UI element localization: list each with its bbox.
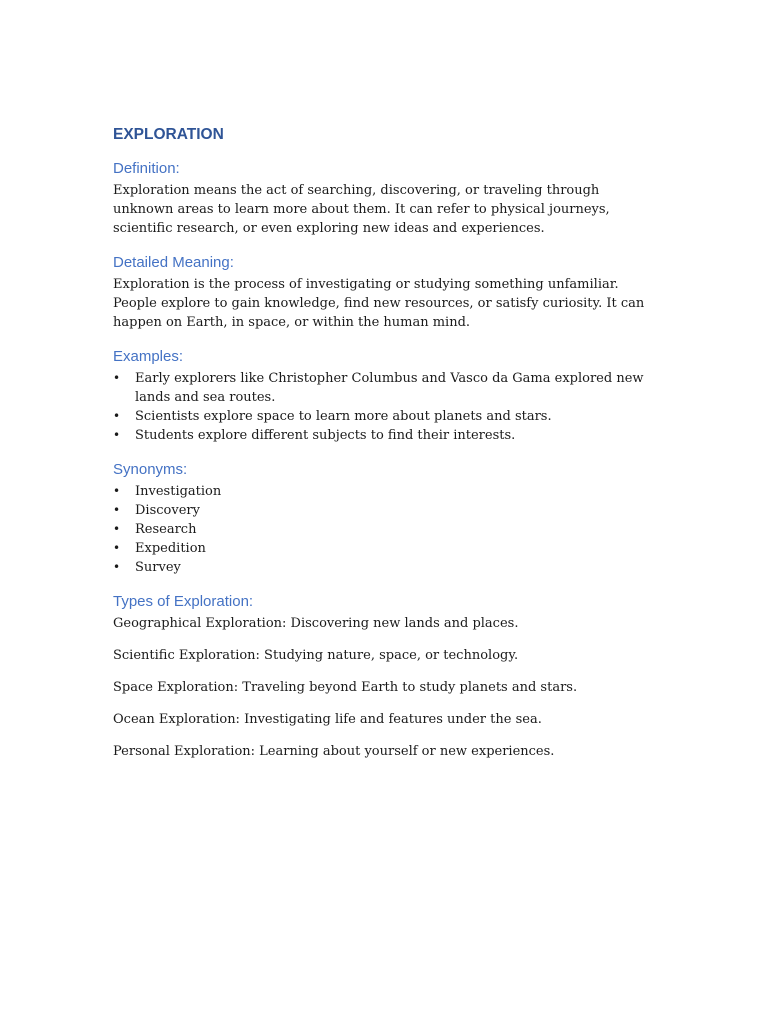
type-item: Personal Exploration: Learning about yourself or new experiences. <box>113 744 555 759</box>
examples-list <box>113 369 658 445</box>
list-item <box>113 482 658 501</box>
bullet-icon: • <box>113 428 121 442</box>
list-item-text: Discovery <box>135 503 200 518</box>
examples-heading: Examples: <box>113 348 184 365</box>
list-item-text: Research <box>135 522 197 537</box>
type-item: Ocean Exploration: Investigating life and features under the sea. <box>113 712 542 727</box>
list-item-text: Early explorers like Christopher Columbus and Vasco da Gama explored new lands and sea routes. <box>135 371 644 405</box>
list-item-text: Investigation <box>135 484 222 499</box>
bullet-icon: • <box>113 409 121 423</box>
list-item <box>113 369 658 407</box>
bullet-icon: • <box>113 541 121 555</box>
bullet-icon: • <box>113 503 121 517</box>
list-item-text: Survey <box>135 560 181 575</box>
definition-heading: Definition: <box>113 160 180 177</box>
list-item <box>113 539 658 558</box>
document-title: EXPLORATION <box>113 126 224 143</box>
bullet-icon: • <box>113 484 121 498</box>
list-item <box>113 520 658 539</box>
bullet-icon: • <box>113 522 121 536</box>
type-item: Geographical Exploration: Discovering new lands and places. <box>113 616 519 631</box>
synonyms-list <box>113 482 658 577</box>
detailed-meaning-text: Exploration is the process of investigating or studying something unfamiliar. People explore to gain knowledge, find new resources, or satisfy curiosity. It can happen on Earth, in space, or within the human mind. <box>113 277 645 330</box>
list-item <box>113 426 658 445</box>
type-item: Space Exploration: Traveling beyond Earth to study planets and stars. <box>113 680 578 695</box>
list-item <box>113 407 658 426</box>
type-item: Scientific Exploration: Studying nature, space, or technology. <box>113 648 519 663</box>
bullet-icon: • <box>113 560 121 574</box>
list-item-text: Students explore different subjects to find their interests. <box>135 428 516 443</box>
document-page <box>113 124 658 774</box>
bullet-icon: • <box>113 371 121 385</box>
list-item-text: Expedition <box>135 541 206 556</box>
definition-text: Exploration means the act of searching, discovering, or traveling through unknown areas to learn more about them. It can refer to physical journeys, scientific research, or even exploring new ideas and experiences. <box>113 183 610 236</box>
synonyms-heading: Synonyms: <box>113 461 188 478</box>
types-heading: Types of Exploration: <box>113 593 254 610</box>
list-item <box>113 501 658 520</box>
list-item <box>113 558 658 577</box>
detailed-meaning-heading: Detailed Meaning: <box>113 254 234 271</box>
list-item-text: Scientists explore space to learn more about planets and stars. <box>135 409 552 424</box>
